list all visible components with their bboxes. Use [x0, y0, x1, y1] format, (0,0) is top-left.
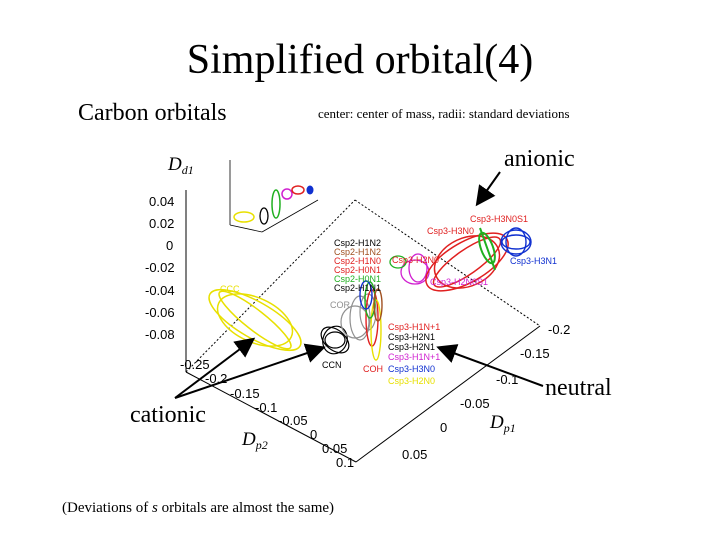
label-csp3-h3n0s1: Csp3-H3N0S1 — [470, 214, 529, 224]
y-axis-title: $D_{p2}$ — [242, 429, 268, 452]
x-tick: 0.05 — [402, 447, 428, 462]
label-csp3-h2n1b: Csp3-H2N1 — [388, 342, 436, 352]
label-csp3-h2n1: Csp3-H2N1 — [388, 332, 436, 342]
label-csp2-h1n0: Csp2-H1N0 — [334, 256, 382, 266]
z-tick: -0.04 — [145, 283, 175, 298]
y-tick: 0 — [310, 427, 318, 442]
label-csp2-h0n1b: Csp2-H0N1 — [334, 274, 382, 284]
y-tick: -0.1 — [255, 400, 278, 415]
y-tick: 0.05 — [322, 441, 348, 456]
z-ticks — [145, 194, 175, 342]
x-tick: -0.05 — [460, 396, 490, 411]
label-coh: COH — [363, 364, 383, 374]
y-tick: 0.1 — [336, 455, 355, 470]
z-tick: 0.04 — [149, 194, 175, 209]
label-csp2-h0n1: Csp2-H0N1 — [334, 265, 382, 275]
label-csp3-h2n0: Csp3-H2N0 — [392, 255, 440, 265]
label-ccn: CCN — [322, 360, 342, 370]
footnote-pre: (Deviations of — [62, 500, 152, 516]
z-axis-title: $D_{d1}$ — [168, 154, 194, 177]
label-csp3-h3n0b: Csp3-H3N0 — [388, 364, 436, 374]
label-csp3-h1n1: Csp3-H1N+1 — [388, 352, 441, 362]
cluster-ccn — [316, 322, 353, 358]
inset-frame — [230, 160, 318, 232]
z-tick: -0.02 — [145, 260, 175, 275]
inset-green — [272, 190, 280, 218]
inset-blue — [307, 186, 313, 194]
label-csp3-h3n1: Csp3-H3N1 — [510, 256, 558, 266]
cluster-ccc — [201, 278, 309, 361]
label-cor: COR — [330, 300, 350, 310]
arrow-anionic — [478, 172, 500, 203]
inset-red — [292, 186, 304, 194]
label-csp2-h1n1: Csp2-H1N1 — [334, 283, 382, 293]
inset-black — [260, 208, 268, 224]
x-tick: 0 — [440, 420, 448, 435]
slide-title: Simplified orbital(4) — [186, 37, 534, 83]
plot-note: center: center of mass, radii: standard deviations — [318, 106, 570, 121]
z-tick: 0 — [166, 238, 174, 253]
x-tick: -0.2 — [548, 322, 571, 337]
y-tick: -0.15 — [230, 386, 260, 401]
cationic-label: cationic — [130, 402, 206, 428]
y-tick: -0.25 — [180, 357, 210, 372]
label-csp3-hn1a: Csp3-H1N+1 — [388, 322, 441, 332]
x-tick: -0.15 — [520, 346, 550, 361]
label-csp2-h1n2b: Csp2-H1N2 — [334, 247, 382, 257]
y-tick: -0.05 — [278, 413, 308, 428]
x-tick: -0.1 — [496, 372, 519, 387]
label-csp3-h2n0s1: Csp3-H2N0S1 — [430, 277, 489, 287]
slide-subtitle: Carbon orbitals — [78, 100, 227, 126]
neutral-label: neutral — [545, 375, 612, 401]
z-tick: 0.02 — [149, 216, 175, 231]
z-tick: -0.06 — [145, 305, 175, 320]
anionic-label: anionic — [504, 146, 575, 172]
label-ccc: CCC — [220, 284, 240, 294]
footnote — [62, 500, 334, 517]
inset-magenta — [282, 189, 292, 199]
footnote-italic: s — [151, 500, 158, 516]
x-axis-title: $D_{p1}$ — [490, 412, 516, 435]
y-tick: -0.2 — [205, 371, 228, 386]
label-csp3-h3n0: Csp3-H3N0 — [427, 226, 475, 236]
label-csp2-h1n2: Csp2-H1N2 — [334, 238, 382, 248]
footnote-post: orbitals are almost the same) — [157, 500, 335, 516]
inset-yellow — [234, 212, 254, 222]
z-tick: -0.08 — [145, 327, 175, 342]
label-csp3-h2n0b: Csp3-H2N0 — [388, 376, 436, 386]
